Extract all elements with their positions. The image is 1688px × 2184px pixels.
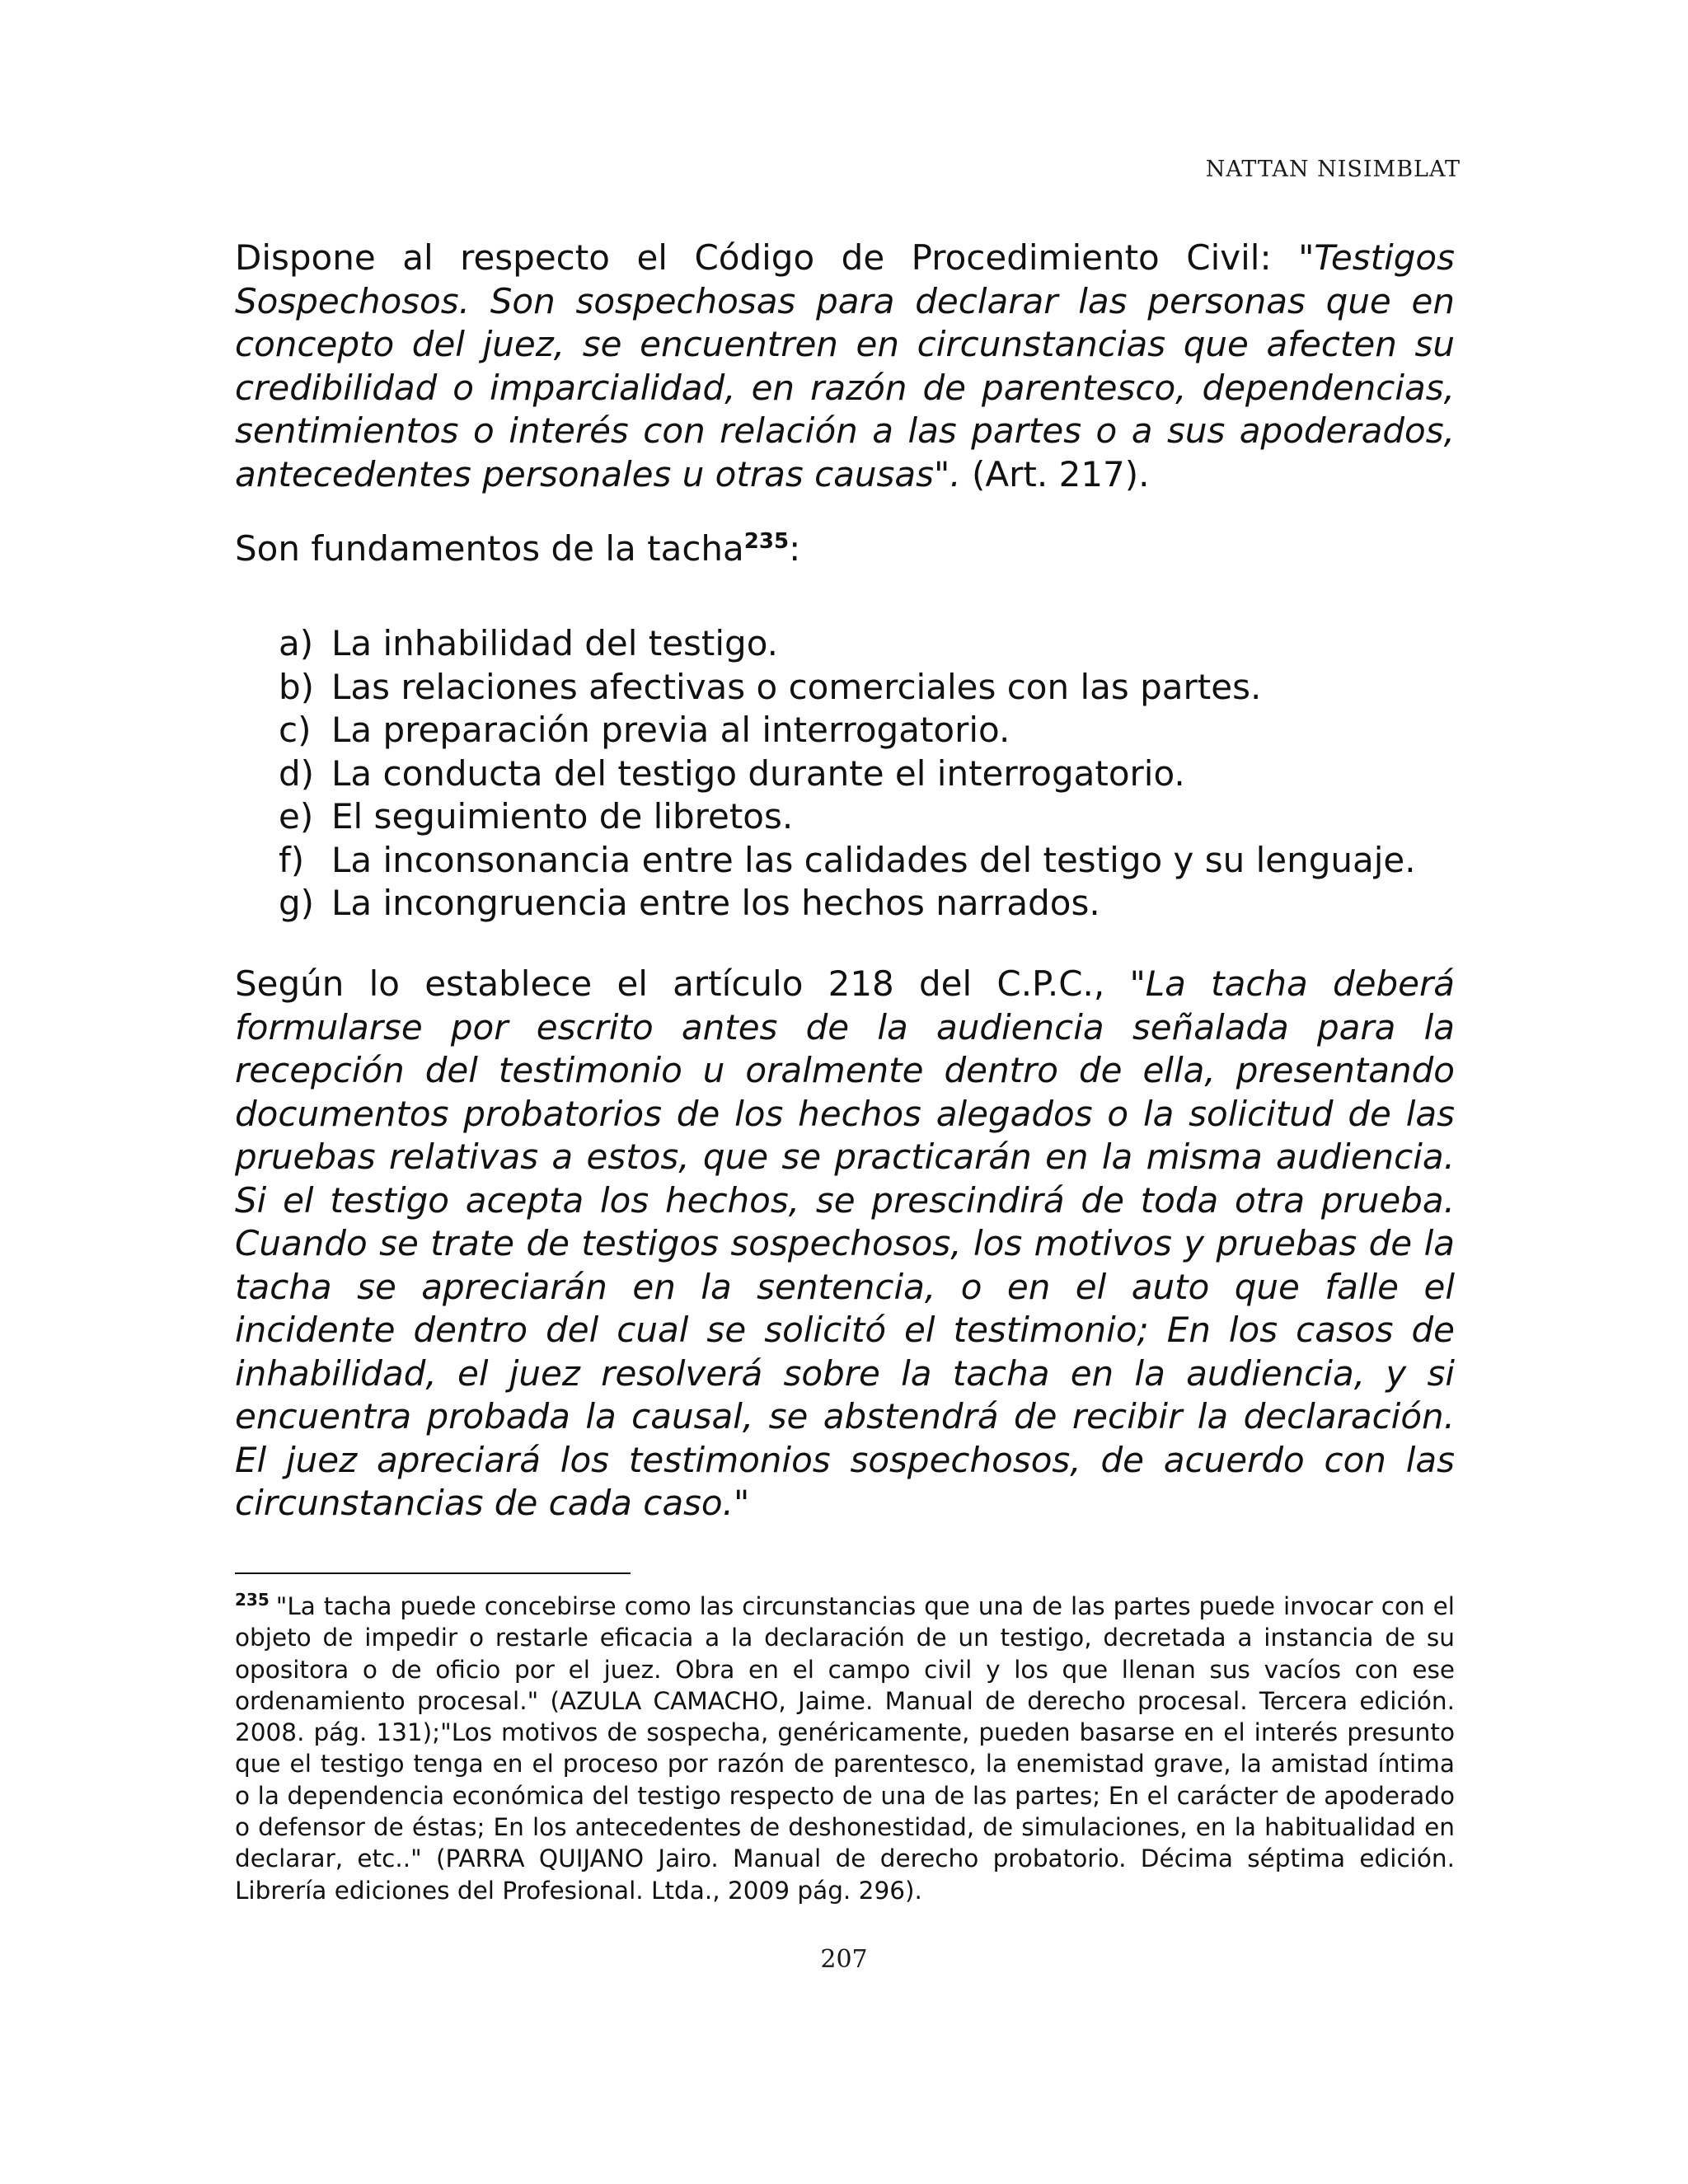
list-item-marker: d)	[279, 752, 315, 794]
article-citation: (Art. 217).	[960, 453, 1150, 494]
list-item	[279, 752, 1416, 796]
list-item-text: La preparación previa al interrogatorio.	[331, 710, 1010, 750]
footnote-number: 235	[235, 1590, 270, 1610]
paragraph-suffix: :	[789, 528, 801, 569]
list-item-text: La incongruencia entre los hechos narrados.	[331, 883, 1100, 923]
footnote-separator	[235, 1572, 631, 1574]
list-item	[279, 709, 1416, 752]
paragraph-cpc-217	[235, 237, 1455, 496]
list-item-marker: g)	[279, 883, 315, 923]
list-item-marker: b)	[279, 666, 315, 707]
quoted-article-218: "La tacha deberá formularse por escrito antes de la audiencia señalada para la recepción del testimonio u oralmente dentro de ella, presentando documentos probatorios de los hechos alegados o la solicitud de las pruebas relativas a estos, que se practicarán en la misma audiencia. Si el testigo acepta los hechos, se prescindirá de toda otra prueba. Cuando se trate de testigos sospechosos, los motivos y pruebas de la tacha se apreciarán en la sentencia, o en el auto que falle el incidente dentro del cual se solicitó el testimonio; En los casos de inhabilidad, el juez resolverá sobre la tacha en la audiencia, y si encuentra probada la causal, se abstendrá de recibir la declaración. El juez apreciará los testimonios sospechosos, de acuerdo con las circunstancias de cada caso."	[235, 963, 1455, 1523]
fundamentos-list	[279, 622, 1416, 926]
list-item-text: Las relaciones afectivas o comerciales con las partes.	[331, 666, 1262, 707]
list-item	[279, 882, 1416, 926]
footnote-235	[235, 1591, 1455, 1906]
list-item-text: La conducta del testigo durante el interrogatorio.	[331, 752, 1185, 794]
list-item	[279, 622, 1416, 666]
quoted-article-217: "Testigos Sospechosos. Son sospechosas para declarar las personas que en concepto del juez, se encuentren en circunstancias que afecten su credibilidad o imparcialidad, en razón de parentesco, dependencias, sentimientos o interés con relación a las partes o a sus apoderados, antecedentes personales u otras causas".	[235, 237, 1455, 494]
list-item-marker: e)	[279, 796, 314, 837]
footnote-text: "La tacha puede concebirse como las circunstancias que una de las partes puede invocar con el objeto de impedir o restarle eficacia a la declaración de un testigo, decretada a instancia de su opositora o de oficio por el juez. Obra en el campo civil y los que llenan sus vacíos con ese ordenamiento procesal." (AZULA CAMACHO, Jaime. Manual de derecho procesal. Tercera edición. 2008. pág. 131);"Los motivos de sospecha, genéricamente, pueden basarse en el interés presunto que el testigo tenga en el proceso por razón de parentesco, la enemistad grave, la amistad íntima o la dependencia económica del testigo respecto de una de las partes; En el carácter de apoderado o defensor de éstas; En los antecedentes de deshonestidad, de simulaciones, en la habitualidad en declarar, etc.." (PARRA QUIJANO Jairo. Manual de derecho probatorio. Décima séptima edición. Librería ediciones del Profesional. Ltda., 2009 pág. 296).	[235, 1592, 1455, 1905]
list-item	[279, 666, 1416, 710]
list-item-marker: a)	[279, 623, 314, 663]
paragraph-text: Son fundamentos de la tacha	[235, 528, 744, 569]
list-item-text: La inconsonancia entre las calidades del testigo y su lenguaje.	[331, 839, 1416, 880]
page-number: 207	[820, 1945, 868, 1974]
paragraph-fundamentos	[235, 527, 1455, 571]
running-header: NATTAN NISIMBLAT	[1205, 157, 1461, 182]
footnote-reference[interactable]: 235	[743, 529, 790, 554]
paragraph-lead: Dispone al respecto el Código de Procedimiento Civil:	[235, 237, 1299, 278]
list-item-marker: c)	[279, 710, 312, 750]
list-item-text: El seguimiento de libretos.	[331, 796, 794, 837]
list-item	[279, 795, 1416, 839]
paragraph-cpc-218	[235, 963, 1455, 1526]
paragraph-lead: Según lo establece el artículo 218 del C.P.C.,	[235, 963, 1130, 1004]
list-item-text: La inhabilidad del testigo.	[331, 623, 779, 663]
list-item-marker: f)	[279, 839, 305, 880]
list-item	[279, 839, 1416, 883]
